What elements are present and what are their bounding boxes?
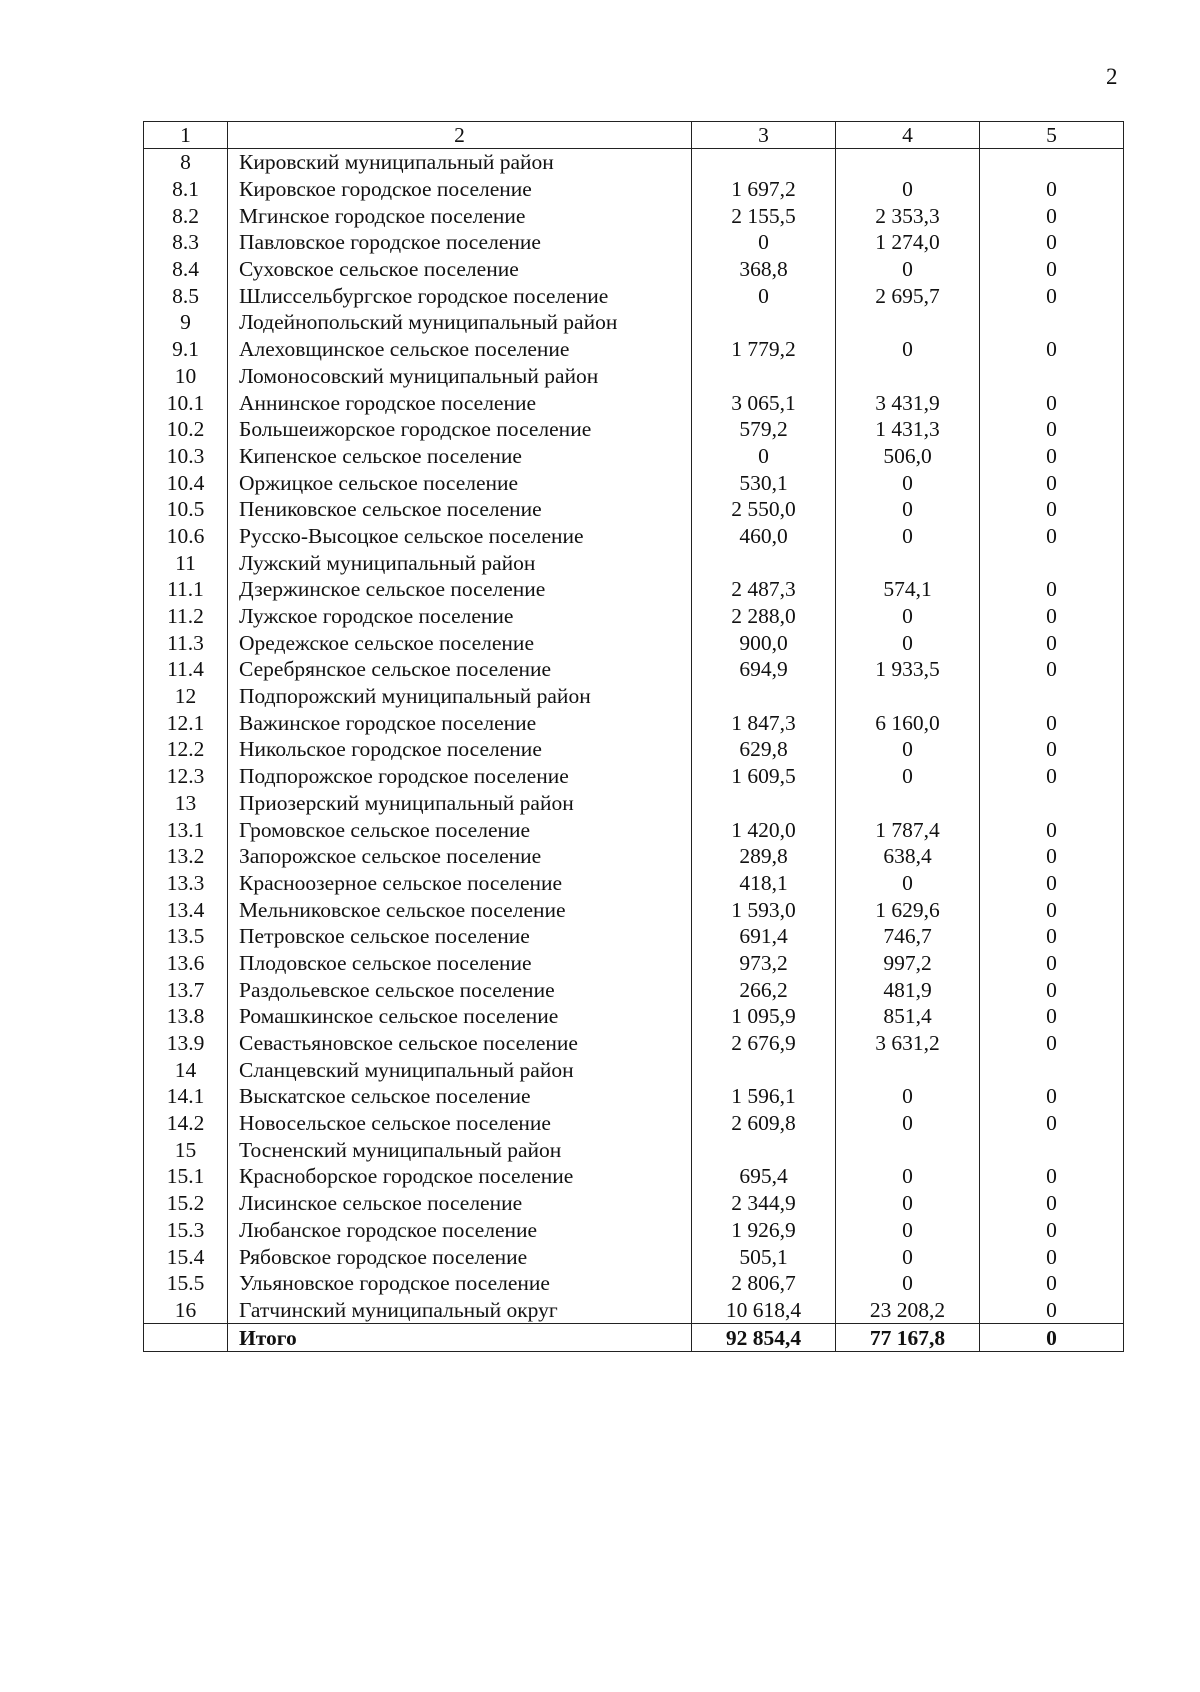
row-value-col-3 [692,149,836,176]
row-number: 11.4 [144,656,228,683]
row-number: 13.6 [144,950,228,977]
row-value-col-5 [980,1136,1124,1163]
row-value-col-3 [692,549,836,576]
row-name: Сланцевский муниципальный район [228,1056,692,1083]
row-value-col-4: 746,7 [836,923,980,950]
table-row [144,336,1124,363]
table-row [144,656,1124,683]
table-row [144,1136,1124,1163]
row-value-col-4: 638,4 [836,843,980,870]
row-value-col-5: 0 [980,763,1124,790]
table-row [144,1003,1124,1030]
row-value-col-5: 0 [980,1243,1124,1270]
row-number: 16 [144,1297,228,1324]
row-name: Севастьяновское сельское поселение [228,1030,692,1057]
row-value-col-3 [692,790,836,817]
row-value-col-5: 0 [980,1030,1124,1057]
table-row [144,896,1124,923]
row-value-col-4 [836,149,980,176]
row-value-col-4: 3 631,2 [836,1030,980,1057]
row-value-col-4: 851,4 [836,1003,980,1030]
row-value-col-3: 1 779,2 [692,336,836,363]
table-row [144,816,1124,843]
row-value-col-3: 1 609,5 [692,763,836,790]
row-name: Ломоносовский муниципальный район [228,363,692,390]
row-value-col-4: 0 [836,1163,980,1190]
row-value-col-3 [692,309,836,336]
table-row [144,309,1124,336]
row-value-col-3: 1 593,0 [692,896,836,923]
row-number: 8.2 [144,202,228,229]
row-name: Приозерский муниципальный район [228,790,692,817]
row-name: Плодовское сельское поселение [228,950,692,977]
row-value-col-5 [980,149,1124,176]
row-name: Мгинское городское поселение [228,202,692,229]
row-value-col-4: 506,0 [836,443,980,470]
row-value-col-5: 0 [980,923,1124,950]
row-value-col-3: 695,4 [692,1163,836,1190]
row-value-col-5: 0 [980,976,1124,1003]
row-value-col-4: 481,9 [836,976,980,1003]
table-row [144,1056,1124,1083]
row-value-col-3: 418,1 [692,870,836,897]
row-value-col-5: 0 [980,256,1124,283]
row-value-col-5: 0 [980,736,1124,763]
page-number: 2 [1106,64,1118,89]
table-row [144,523,1124,550]
row-value-col-4: 1 431,3 [836,416,980,443]
row-value-col-3: 900,0 [692,629,836,656]
row-name: Подпорожский муниципальный район [228,683,692,710]
table-row [144,683,1124,710]
row-number: 15.5 [144,1270,228,1297]
table-row [144,1083,1124,1110]
row-number: 15.3 [144,1217,228,1244]
row-name: Рябовское городское поселение [228,1243,692,1270]
row-value-col-4 [836,1136,980,1163]
table-row [144,843,1124,870]
row-number: 10.1 [144,389,228,416]
row-number: 14.1 [144,1083,228,1110]
row-value-col-4: 0 [836,496,980,523]
row-value-col-5: 0 [980,389,1124,416]
row-name: Любанское городское поселение [228,1217,692,1244]
row-value-col-3: 1 697,2 [692,176,836,203]
row-number: 13.8 [144,1003,228,1030]
row-value-col-5: 0 [980,416,1124,443]
row-value-col-5: 0 [980,202,1124,229]
row-value-col-3: 973,2 [692,950,836,977]
row-value-col-5: 0 [980,1163,1124,1190]
row-name: Большеижорское городское поселение [228,416,692,443]
table-row [144,469,1124,496]
row-value-col-5: 0 [980,176,1124,203]
row-value-col-3: 0 [692,282,836,309]
table-row [144,1030,1124,1057]
row-name: Мельниковское сельское поселение [228,896,692,923]
row-name: Выскатское сельское поселение [228,1083,692,1110]
row-value-col-4 [836,683,980,710]
row-number: 12.3 [144,763,228,790]
row-number: 14.2 [144,1110,228,1137]
row-number: 10.4 [144,469,228,496]
row-value-col-3: 289,8 [692,843,836,870]
row-value-col-5: 0 [980,576,1124,603]
row-name: Гатчинский муниципальный округ [228,1297,692,1324]
row-number: 8.1 [144,176,228,203]
row-value-col-3: 2 487,3 [692,576,836,603]
header-col-5: 5 [980,122,1124,149]
row-value-col-5: 0 [980,950,1124,977]
row-value-col-3 [692,363,836,390]
row-number: 12.1 [144,709,228,736]
row-value-col-4: 0 [836,763,980,790]
row-value-col-3: 629,8 [692,736,836,763]
row-name: Аннинское городское поселение [228,389,692,416]
row-name: Кировское городское поселение [228,176,692,203]
row-number: 13.1 [144,816,228,843]
row-number: 13.4 [144,896,228,923]
row-name: Кировский муниципальный район [228,149,692,176]
allocation-table [143,121,1124,1352]
row-value-col-3: 2 155,5 [692,202,836,229]
row-value-col-5: 0 [980,229,1124,256]
row-value-col-4: 2 695,7 [836,282,980,309]
row-value-col-5 [980,1056,1124,1083]
row-value-col-3: 2 550,0 [692,496,836,523]
table-row [144,229,1124,256]
row-value-col-5: 0 [980,709,1124,736]
row-name: Громовское сельское поселение [228,816,692,843]
row-value-col-5: 0 [980,336,1124,363]
row-value-col-3: 2 288,0 [692,603,836,630]
row-value-col-4: 0 [836,1083,980,1110]
row-value-col-3: 266,2 [692,976,836,1003]
table-row [144,549,1124,576]
row-value-col-5: 0 [980,1110,1124,1137]
row-value-col-5: 0 [980,870,1124,897]
row-number: 15.4 [144,1243,228,1270]
row-value-col-4: 574,1 [836,576,980,603]
row-value-col-5: 0 [980,443,1124,470]
row-value-col-4: 0 [836,176,980,203]
table-row [144,1217,1124,1244]
table-row [144,576,1124,603]
total-col-5: 0 [980,1324,1124,1352]
table-row [144,389,1124,416]
row-value-col-5: 0 [980,1217,1124,1244]
row-value-col-4: 0 [836,1270,980,1297]
row-number: 13.5 [144,923,228,950]
row-value-col-3: 1 847,3 [692,709,836,736]
table-body [144,149,1124,1324]
row-number: 14 [144,1056,228,1083]
row-value-col-3: 2 609,8 [692,1110,836,1137]
row-value-col-3: 10 618,4 [692,1297,836,1324]
table-row [144,363,1124,390]
row-name: Подпорожское городское поселение [228,763,692,790]
row-number: 12.2 [144,736,228,763]
row-value-col-3: 1 420,0 [692,816,836,843]
table-row [144,763,1124,790]
row-number: 10 [144,363,228,390]
row-value-col-5: 0 [980,629,1124,656]
table-row [144,149,1124,176]
row-value-col-4: 0 [836,629,980,656]
row-name: Важинское городское поселение [228,709,692,736]
row-value-col-4: 1 933,5 [836,656,980,683]
table-row [144,1243,1124,1270]
row-value-col-3: 691,4 [692,923,836,950]
column-number-header-row [144,122,1124,149]
row-value-col-3: 1 926,9 [692,1217,836,1244]
header-col-4: 4 [836,122,980,149]
total-row [144,1324,1124,1352]
row-value-col-4: 0 [836,1243,980,1270]
row-number: 13.7 [144,976,228,1003]
table-row [144,736,1124,763]
table-row [144,416,1124,443]
row-number: 15.2 [144,1190,228,1217]
table-row [144,443,1124,470]
table-row [144,1297,1124,1324]
row-value-col-3: 2 676,9 [692,1030,836,1057]
header-col-3: 3 [692,122,836,149]
row-value-col-4: 0 [836,256,980,283]
table-row [144,950,1124,977]
header-col-1: 1 [144,122,228,149]
row-name: Петровское сельское поселение [228,923,692,950]
row-number: 15.1 [144,1163,228,1190]
row-value-col-4: 0 [836,736,980,763]
row-value-col-3: 0 [692,443,836,470]
row-value-col-3: 460,0 [692,523,836,550]
table-row [144,1270,1124,1297]
table-row [144,282,1124,309]
row-value-col-5: 0 [980,469,1124,496]
row-name: Оредежское сельское поселение [228,629,692,656]
row-value-col-4 [836,1056,980,1083]
row-value-col-5 [980,683,1124,710]
row-name: Дзержинское сельское поселение [228,576,692,603]
row-name: Лужское городское поселение [228,603,692,630]
row-value-col-4: 2 353,3 [836,202,980,229]
row-value-col-4: 0 [836,1110,980,1137]
row-value-col-3 [692,1056,836,1083]
row-value-col-4 [836,363,980,390]
row-name: Пениковское сельское поселение [228,496,692,523]
row-value-col-4: 6 160,0 [836,709,980,736]
row-value-col-4: 1 787,4 [836,816,980,843]
row-number: 10.5 [144,496,228,523]
row-value-col-3: 505,1 [692,1243,836,1270]
row-value-col-4: 0 [836,469,980,496]
row-value-col-3: 530,1 [692,469,836,496]
row-number: 11.1 [144,576,228,603]
table-row [144,176,1124,203]
table-row [144,976,1124,1003]
row-value-col-4 [836,549,980,576]
row-value-col-5: 0 [980,1003,1124,1030]
table-row [144,870,1124,897]
row-number: 10.6 [144,523,228,550]
row-value-col-5 [980,309,1124,336]
row-number: 10.3 [144,443,228,470]
row-value-col-4: 0 [836,603,980,630]
row-number: 8.5 [144,282,228,309]
row-value-col-5 [980,363,1124,390]
table-row [144,1163,1124,1190]
row-value-col-5: 0 [980,1083,1124,1110]
row-value-col-5: 0 [980,1270,1124,1297]
row-name: Лисинское сельское поселение [228,1190,692,1217]
row-value-col-5: 0 [980,1297,1124,1324]
row-number: 11 [144,549,228,576]
row-name: Никольское городское поселение [228,736,692,763]
row-name: Красноозерное сельское поселение [228,870,692,897]
row-name: Ромашкинское сельское поселение [228,1003,692,1030]
row-value-col-3: 2 806,7 [692,1270,836,1297]
header-col-2: 2 [228,122,692,149]
row-value-col-4: 0 [836,1217,980,1244]
row-name: Лодейнопольский муниципальный район [228,309,692,336]
table-row [144,1110,1124,1137]
row-number: 8.3 [144,229,228,256]
row-number: 11.3 [144,629,228,656]
row-value-col-3 [692,683,836,710]
row-value-col-4 [836,309,980,336]
table-row [144,790,1124,817]
row-name: Тосненский муниципальный район [228,1136,692,1163]
row-value-col-4: 0 [836,523,980,550]
row-value-col-5: 0 [980,496,1124,523]
row-value-col-4: 1 629,6 [836,896,980,923]
row-value-col-3: 694,9 [692,656,836,683]
row-name: Красноборское городское поселение [228,1163,692,1190]
row-number: 9.1 [144,336,228,363]
row-value-col-3: 368,8 [692,256,836,283]
row-name: Запорожское сельское поселение [228,843,692,870]
row-value-col-3: 2 344,9 [692,1190,836,1217]
row-name: Кипенское сельское поселение [228,443,692,470]
row-name: Новосельское сельское поселение [228,1110,692,1137]
row-number: 15 [144,1136,228,1163]
table-row [144,709,1124,736]
row-number: 13.9 [144,1030,228,1057]
row-value-col-4: 0 [836,870,980,897]
row-value-col-4: 1 274,0 [836,229,980,256]
row-number: 8 [144,149,228,176]
row-name: Раздольевское сельское поселение [228,976,692,1003]
table-row [144,923,1124,950]
row-value-col-5: 0 [980,656,1124,683]
total-number-cell [144,1324,228,1352]
row-value-col-5 [980,549,1124,576]
row-number: 13 [144,790,228,817]
row-value-col-5: 0 [980,843,1124,870]
row-value-col-4: 0 [836,336,980,363]
row-value-col-3 [692,1136,836,1163]
row-value-col-5: 0 [980,603,1124,630]
table-row [144,603,1124,630]
row-value-col-4: 23 208,2 [836,1297,980,1324]
row-number: 9 [144,309,228,336]
row-name: Павловское городское поселение [228,229,692,256]
row-number: 12 [144,683,228,710]
row-value-col-4: 997,2 [836,950,980,977]
row-name: Русско-Высоцкое сельское поселение [228,523,692,550]
table-row [144,1190,1124,1217]
row-number: 11.2 [144,603,228,630]
table-row [144,629,1124,656]
row-number: 13.3 [144,870,228,897]
row-name: Алеховщинское сельское поселение [228,336,692,363]
row-name: Шлиссельбургское городское поселение [228,282,692,309]
row-value-col-5: 0 [980,523,1124,550]
row-value-col-4 [836,790,980,817]
row-number: 8.4 [144,256,228,283]
total-label: Итого [228,1324,692,1352]
table-row [144,496,1124,523]
row-name: Лужский муниципальный район [228,549,692,576]
total-col-3: 92 854,4 [692,1324,836,1352]
row-value-col-3: 0 [692,229,836,256]
row-name: Серебрянское сельское поселение [228,656,692,683]
row-name: Ульяновское городское поселение [228,1270,692,1297]
row-value-col-4: 3 431,9 [836,389,980,416]
row-name: Суховское сельское поселение [228,256,692,283]
row-value-col-5: 0 [980,1190,1124,1217]
row-value-col-5: 0 [980,816,1124,843]
row-value-col-5: 0 [980,896,1124,923]
row-value-col-5: 0 [980,282,1124,309]
row-number: 13.2 [144,843,228,870]
table-row [144,256,1124,283]
row-number: 10.2 [144,416,228,443]
row-value-col-4: 0 [836,1190,980,1217]
row-value-col-3: 579,2 [692,416,836,443]
row-name: Оржицкое сельское поселение [228,469,692,496]
row-value-col-5 [980,790,1124,817]
row-value-col-3: 1 596,1 [692,1083,836,1110]
table-row [144,202,1124,229]
row-value-col-3: 3 065,1 [692,389,836,416]
total-col-4: 77 167,8 [836,1324,980,1352]
row-value-col-3: 1 095,9 [692,1003,836,1030]
